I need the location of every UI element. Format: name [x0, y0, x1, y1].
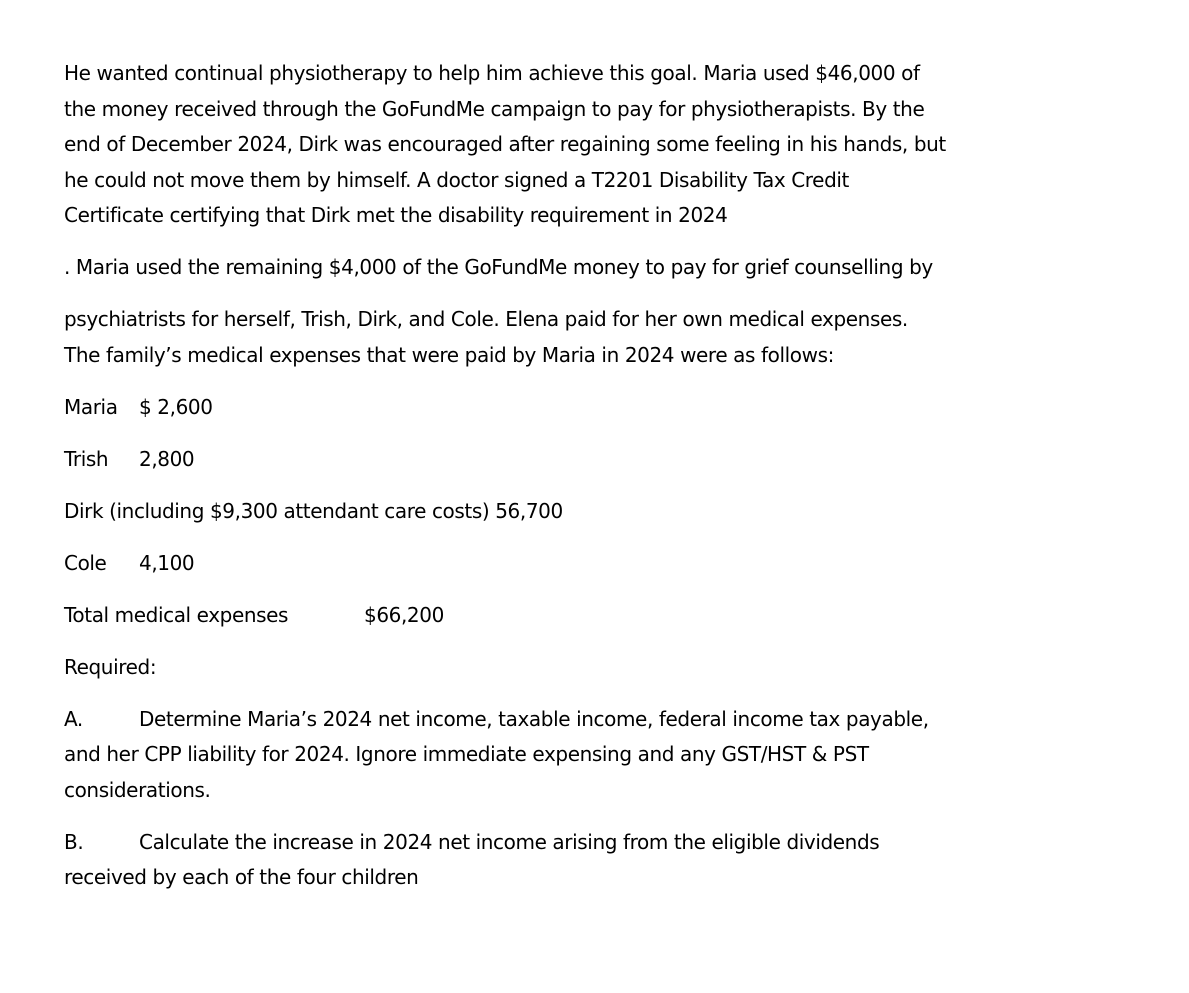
expense-text: Dirk (including $9,300 attendant care costs) 56,700 [64, 498, 563, 523]
expense-name: Maria [64, 394, 118, 419]
text-line: He wanted continual physiotherapy to help him achieve this goal. Maria used $46,000 of [64, 61, 920, 85]
document-body [64, 56, 1064, 896]
text-line: end of December 2024, Dirk was encouraged after regaining some feeling in his hands, but [64, 132, 946, 156]
total-label: Total medical expenses [64, 602, 289, 627]
total-amount: $66,200 [364, 602, 444, 627]
text-line: Certificate certifying that Dirk met the disability requirement in 2024 [64, 203, 728, 227]
question-line: considerations. [64, 777, 211, 802]
expense-row-total [64, 598, 1064, 634]
question-line [64, 702, 1064, 738]
paragraph-physiotherapy [64, 56, 1064, 234]
paragraph-grief-counselling: . Maria used the remaining $4,000 of the GoFundMe money to pay for grief counselling by [64, 255, 933, 279]
question-letter: A. [64, 706, 83, 731]
expense-amount: 2,800 [139, 446, 195, 471]
question-text: Calculate the increase in 2024 net income arising from the eligible dividends [139, 829, 880, 854]
question-b [64, 825, 1064, 896]
paragraph-medical-expenses-intro [64, 302, 1064, 373]
question-a [64, 702, 1064, 809]
expense-amount: $ 2,600 [139, 394, 213, 419]
expense-amount: 4,100 [139, 550, 195, 575]
question-line: and her CPP liability for 2024. Ignore immediate expensing and any GST/HST & PST [64, 742, 869, 766]
expense-row-maria [64, 390, 1064, 426]
text-line: The family’s medical expenses that were paid by Maria in 2024 were as follows: [64, 342, 834, 367]
text-line: psychiatrists for herself, Trish, Dirk, and Cole. Elena paid for her own medical expenses. [64, 307, 908, 331]
text-line: he could not move them by himself. A doctor signed a T2201 Disability Tax Credit [64, 167, 849, 192]
expense-row-dirk [64, 494, 1064, 530]
question-line [64, 825, 1064, 861]
question-line: received by each of the four children [64, 865, 419, 889]
text-line: the money received through the GoFundMe campaign to pay for physiotherapists. By the [64, 96, 925, 121]
expense-name: Cole [64, 550, 107, 575]
expense-name: Trish [64, 446, 109, 471]
required-heading: Required: [64, 654, 157, 679]
expense-row-cole [64, 546, 1064, 582]
question-text: Determine Maria’s 2024 net income, taxable income, federal income tax payable, [139, 706, 929, 731]
question-letter: B. [64, 829, 84, 854]
expense-row-trish [64, 442, 1064, 478]
